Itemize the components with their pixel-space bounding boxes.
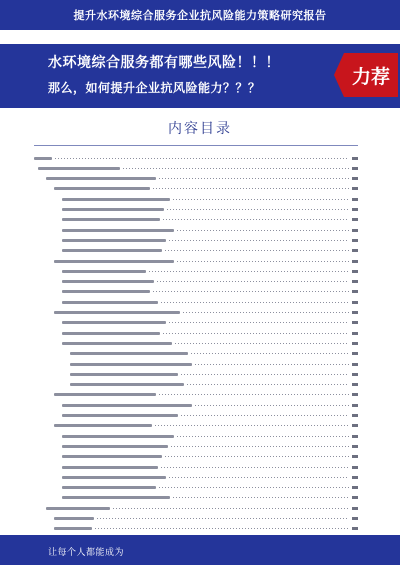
toc-leader-dots	[55, 158, 349, 159]
toc-leader-dots	[123, 168, 349, 169]
toc-entry[interactable]	[34, 473, 358, 481]
toc-page-number	[352, 157, 358, 160]
toc-entry[interactable]	[34, 504, 358, 512]
toc-page-number	[352, 496, 358, 499]
toc-entry[interactable]	[34, 216, 358, 224]
toc-entry[interactable]	[34, 432, 358, 440]
toc-leader-dots	[159, 487, 349, 488]
toc-entry[interactable]	[34, 453, 358, 461]
toc-entry-text	[62, 301, 158, 304]
toc-page-number	[352, 393, 358, 396]
toc-entry-text	[54, 424, 152, 427]
hero-title: 水环境综合服务都有哪些风险！！！	[48, 55, 280, 71]
toc-entry[interactable]	[34, 350, 358, 358]
toc-page-number	[352, 187, 358, 190]
toc-entry-text	[62, 280, 154, 283]
toc-entry[interactable]	[34, 309, 358, 317]
toc-entry[interactable]	[34, 195, 358, 203]
toc-leader-dots	[161, 302, 349, 303]
toc-leader-dots	[175, 343, 349, 344]
toc-leader-dots	[187, 384, 349, 385]
toc-entry-text	[62, 342, 172, 345]
toc-entry-text	[62, 332, 160, 335]
toc-page-number	[352, 321, 358, 324]
toc-page-number	[352, 260, 358, 263]
toc-entry[interactable]	[34, 463, 358, 471]
toc-leader-dots	[195, 405, 349, 406]
toc-leader-dots	[181, 374, 349, 375]
toc-entry-text	[62, 208, 164, 211]
toc-leader-dots	[181, 415, 349, 416]
footer-text: 让每个人都能成为	[48, 548, 125, 558]
toc-page-number	[352, 424, 358, 427]
toc-page-number	[352, 507, 358, 510]
toc-page-number	[352, 373, 358, 376]
toc-entry-text	[54, 393, 156, 396]
toc-leader-dots	[191, 353, 349, 354]
toc-entry-text	[62, 414, 178, 417]
toc-entry-text	[62, 249, 162, 252]
toc-entry-text	[62, 486, 156, 489]
toc-entry-text	[62, 466, 158, 469]
toc-leader-dots	[113, 508, 349, 509]
toc-entry-text	[62, 198, 170, 201]
toc-entry-text	[62, 218, 160, 221]
toc-page-number	[352, 435, 358, 438]
toc-entry[interactable]	[34, 442, 358, 450]
toc-entry[interactable]	[34, 329, 358, 337]
toc-entry-text	[62, 290, 150, 293]
toc-entry-text	[62, 239, 166, 242]
toc-entry-text	[62, 455, 162, 458]
toc-entry[interactable]	[34, 247, 358, 255]
toc-leader-dots	[157, 281, 349, 282]
toc-entry[interactable]	[34, 236, 358, 244]
toc-entry[interactable]	[34, 319, 358, 327]
toc-leader-dots	[155, 425, 349, 426]
toc-leader-dots	[183, 312, 349, 313]
toc-leader-dots	[171, 446, 349, 447]
toc-page-number	[352, 198, 358, 201]
hero-subtitle: 那么，如何提升企业抗风险能力？？？	[48, 81, 261, 95]
recommend-badge	[344, 53, 398, 97]
toc-page-number	[352, 177, 358, 180]
toc-entry-text	[70, 383, 184, 386]
toc-entry-text	[34, 157, 52, 160]
toc-entry-text	[70, 352, 188, 355]
toc-entry[interactable]	[34, 267, 358, 275]
toc-leader-dots	[169, 477, 349, 478]
toc-entry[interactable]	[34, 370, 358, 378]
toc-entry[interactable]	[34, 206, 358, 214]
toc-page-number	[352, 229, 358, 232]
toc-page-number	[352, 249, 358, 252]
toc-page-number	[352, 527, 358, 530]
footer-bar	[0, 535, 400, 565]
toc-leader-dots	[163, 219, 349, 220]
toc-entry-text	[38, 167, 120, 170]
toc-entry-text	[62, 321, 166, 324]
toc-page-number	[352, 280, 358, 283]
toc-page-number	[352, 301, 358, 304]
toc-leader-dots	[173, 497, 349, 498]
toc-page-number	[352, 383, 358, 386]
toc-entry[interactable]	[34, 185, 358, 193]
toc-page-number	[352, 270, 358, 273]
toc-leader-dots	[195, 364, 349, 365]
toc-page-number	[352, 476, 358, 479]
toc-entry-text	[62, 496, 170, 499]
toc-entry-text	[54, 187, 150, 190]
toc-entry[interactable]	[34, 226, 358, 234]
toc-entry[interactable]	[34, 484, 358, 492]
toc-entry-text	[62, 229, 174, 232]
toc-entry-text	[62, 270, 146, 273]
toc-entry-text	[62, 435, 174, 438]
toc-entry[interactable]	[34, 412, 358, 420]
toc-entry[interactable]	[34, 257, 358, 265]
toc-leader-dots	[177, 436, 349, 437]
toc-leader-dots	[177, 261, 349, 262]
toc-entry[interactable]	[34, 154, 358, 162]
toc-entry[interactable]	[34, 298, 358, 306]
recommend-badge-label: 力荐	[351, 65, 390, 88]
toc-leader-dots	[159, 394, 349, 395]
toc-leader-dots	[159, 178, 349, 179]
toc-entry-text	[62, 476, 166, 479]
toc-page-number	[352, 455, 358, 458]
toc-entry[interactable]	[34, 278, 358, 286]
toc-page-number	[352, 486, 358, 489]
toc-leader-dots	[165, 456, 349, 457]
toc-page-number	[352, 290, 358, 293]
toc-leader-dots	[163, 333, 349, 334]
toc-page-number	[352, 363, 358, 366]
toc-entry[interactable]	[34, 515, 358, 523]
toc-leader-dots	[167, 209, 349, 210]
toc-entry[interactable]	[34, 360, 358, 368]
toc-entry[interactable]	[34, 494, 358, 502]
toc-entry-text	[46, 507, 110, 510]
toc-page-number	[352, 239, 358, 242]
toc-entry-text	[46, 177, 156, 180]
toc-entry-text	[62, 445, 168, 448]
toc-page-number	[352, 404, 358, 407]
toc-leader-dots	[173, 199, 349, 200]
toc-entry[interactable]	[34, 391, 358, 399]
toc-page-number	[352, 517, 358, 520]
toc-divider	[34, 145, 358, 146]
toc-page-number	[352, 342, 358, 345]
toc-entry-text	[54, 527, 92, 530]
toc-entry[interactable]	[34, 422, 358, 430]
toc-leader-dots	[97, 518, 349, 519]
toc-entry[interactable]	[34, 381, 358, 389]
toc-page-number	[352, 466, 358, 469]
toc-entry[interactable]	[34, 288, 358, 296]
toc-entry-text	[70, 363, 192, 366]
toc-entry[interactable]	[34, 525, 358, 533]
toc-page-number	[352, 352, 358, 355]
toc-page-number	[352, 311, 358, 314]
toc-page-number	[352, 414, 358, 417]
toc-page-number	[352, 218, 358, 221]
toc-entry[interactable]	[34, 164, 358, 172]
toc-entry-text	[62, 404, 192, 407]
toc-leader-dots	[153, 188, 349, 189]
toc-heading: 内容目录	[168, 121, 232, 137]
toc-page-number	[352, 332, 358, 335]
toc-leader-dots	[153, 291, 349, 292]
toc-entry-text	[70, 373, 178, 376]
report-title: 提升水环境综合服务企业抗风险能力策略研究报告	[73, 9, 327, 22]
toc-entry[interactable]	[34, 175, 358, 183]
toc-entry-text	[54, 260, 174, 263]
table-of-contents	[34, 148, 358, 533]
toc-page-number	[352, 208, 358, 211]
toc-leader-dots	[177, 230, 349, 231]
toc-leader-dots	[165, 250, 349, 251]
toc-leader-dots	[95, 528, 349, 529]
toc-leader-dots	[149, 271, 349, 272]
toc-entry[interactable]	[34, 339, 358, 347]
toc-entry-text	[54, 311, 180, 314]
toc-leader-dots	[169, 240, 349, 241]
toc-page-number	[352, 445, 358, 448]
toc-entry-text	[54, 517, 94, 520]
toc-leader-dots	[161, 467, 349, 468]
toc-leader-dots	[169, 322, 349, 323]
toc-entry[interactable]	[34, 401, 358, 409]
report-header-bar	[0, 0, 400, 30]
toc-page-number	[352, 167, 358, 170]
